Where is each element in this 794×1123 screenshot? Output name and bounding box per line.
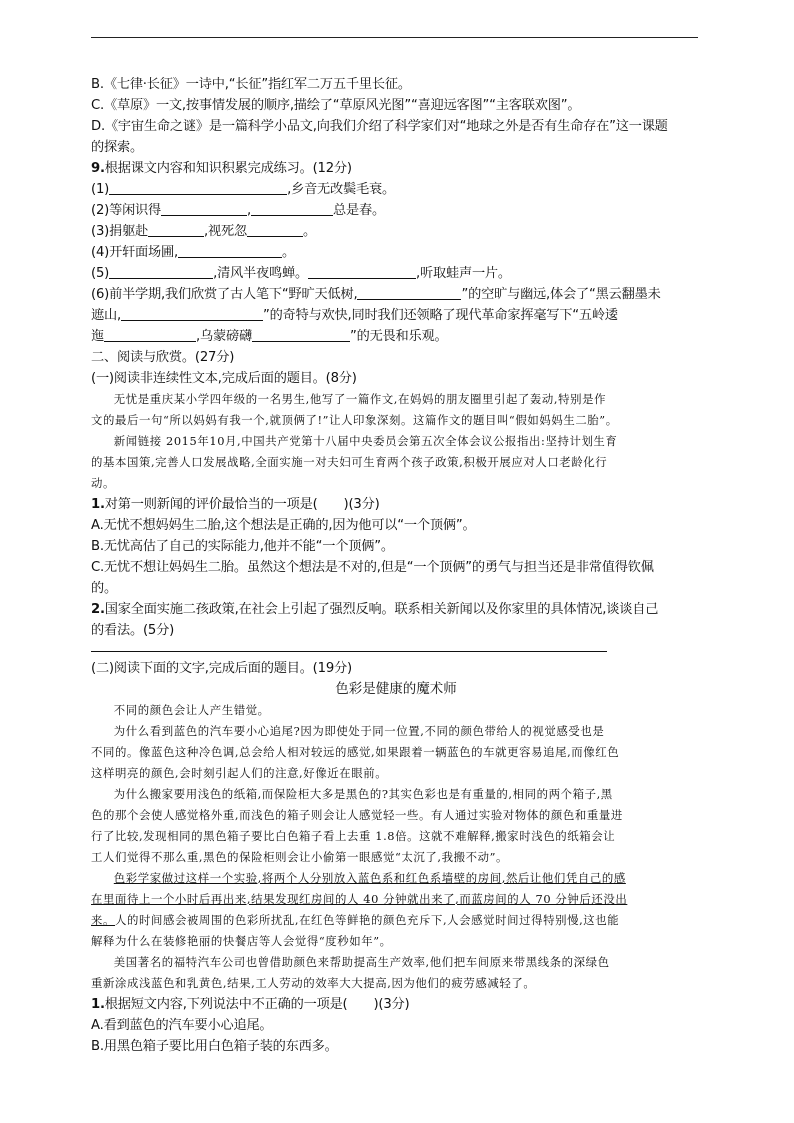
- fill-1: [91, 179, 701, 200]
- q9-text: 根据课文内容和知识积累完成练习。(12分): [104, 161, 352, 176]
- q8-option-d-cont: 的探索。: [91, 140, 143, 155]
- part1-q2-heading: [91, 599, 701, 620]
- part1-q2-text: 国家全面实施二孩政策,在社会上引起了强烈反响。联系相关新闻以及你家里的具体情况,谈谈自己: [104, 602, 659, 617]
- fill-4-blank[interactable]: [178, 244, 282, 258]
- fill-3-prefix: (3)捐躯赴: [91, 224, 149, 239]
- article-para-3-line-3: 行了比较,发现相同的黑色箱子要比白色箱子看上去重 1.8倍。这就不难解释,搬家时浅色的纸箱会让: [91, 829, 616, 843]
- fill-6-text-c: ”的奇特与欢快,同时我们还领略了现代革命家挥毫写下“五岭逶: [262, 308, 618, 323]
- article-para-2-line-2: 不同的。像蓝色这种冷色调,总会给人相对较远的感觉,如果跟着一辆蓝色的车就更容易追尾,而像红色: [91, 745, 620, 759]
- article-para-3-line-2: 色的那个会使人感觉格外重,而浅色的箱子则会让人感觉轻一些。有人通过实验对物体的颜色和重量进: [91, 808, 623, 822]
- article-para-4-line-1: 色彩学家做过这样一个实验,将两个人分别放入蓝色系和红色系墙壁的房间,然后让他们凭自己的感: [113, 871, 626, 885]
- fill-3-suffix: 。: [303, 224, 317, 239]
- article-para-2-line-1: 为什么看到蓝色的汽车要小心追尾?因为即使处于同一位置,不同的颜色带给人的视觉感受也是: [113, 724, 605, 738]
- fill-5-mid: ,清风半夜鸣蝉。: [213, 266, 308, 281]
- underlined-fragment: 来。: [91, 913, 115, 927]
- fill-4-suffix: 。: [282, 245, 296, 260]
- part2-q1-number: 1.: [91, 997, 105, 1012]
- fill-5: [91, 263, 701, 284]
- fill-5-prefix: (5): [91, 266, 110, 281]
- q8-option-b: B.《七律·长征》一诗中,“长征”指红军二万五千里长征。: [91, 77, 411, 92]
- fill-1-prefix: (1): [91, 182, 110, 197]
- fill-2-blank-a[interactable]: [161, 202, 247, 216]
- part1-q1-option-c: C.无忧不想让妈妈生二胎。虽然这个想法是不对的,但是“一个顶俩”的勇气与担当还是非常值得钦佩: [91, 560, 654, 575]
- article-para-5-line-2: 重新涂成浅蓝色和乳黄色,结果,工人劳动的效率大大提高,因为他们的疲劳感减轻了。: [91, 976, 536, 990]
- article-para-3-line-1: 为什么搬家要用浅色的纸箱,而保险柜大多是黑色的?其实色彩也是有重量的,相同的两个箱子,黑: [113, 787, 613, 801]
- fill-6-blank-c[interactable]: [104, 328, 196, 342]
- fill-2: [91, 200, 701, 221]
- part1-q1-text: 对第一则新闻的评价最恰当的一项是( )(3分): [104, 497, 380, 512]
- part-1-heading: (一)阅读非连续性文本,完成后面的题目。(8分): [91, 371, 357, 386]
- fill-1-blank[interactable]: [109, 181, 287, 195]
- news-link-2: 的基本国策,完善人口发展战略,全面实施一对夫妇可生育两个孩子政策,积极开展应对人口老龄化行: [91, 455, 608, 469]
- news-link-1: 新闻链接 2015年10月,中国共产党第十八届中央委员会第五次全体会议公报指出:坚持计划生育: [113, 434, 618, 448]
- article-para-5-line-1: 美国著名的福特汽车公司也曾借助颜色来帮助提高生产效率,他们把车间原来带黑线条的深绿色: [113, 955, 610, 969]
- answer-line[interactable]: [91, 641, 607, 652]
- article-para-2-line-3: 这样明亮的颜色,会时刻引起人们的注意,好像近在眼前。: [91, 766, 388, 780]
- fill-2-mid: ,: [247, 203, 252, 218]
- q9-heading: [91, 158, 701, 179]
- part2-q1-heading: [91, 994, 701, 1015]
- part1-q2-text-cont: 的看法。(5分): [91, 623, 175, 638]
- fill-4-prefix: (4)开轩面场圃,: [91, 245, 179, 260]
- section-2-heading: 二、阅读与欣赏。(27分): [91, 350, 235, 365]
- fill-4: [91, 242, 701, 263]
- news-text-1: 无忧是重庆某小学四年级的一名男生,他写了一篇作文,在妈妈的朋友圈里引起了轰动,特别是作: [113, 392, 607, 406]
- fill-6-text-f: ”的无畏和乐观。: [349, 329, 448, 344]
- news-text-2: 文的最后一句“所以妈妈有我一个,就顶俩了!”让人印象深刻。这篇作文的题目叫“假如妈妈生二胎”。: [91, 413, 618, 427]
- article-para-4-line-3: [91, 910, 701, 931]
- fill-2-blank-b[interactable]: [251, 202, 333, 216]
- part1-q1-option-b: B.无忧高估了自己的实际能力,他并不能“一个顶俩”。: [91, 539, 394, 554]
- part1-q1-heading: [91, 494, 701, 515]
- part-2-heading: (二)阅读下面的文字,完成后面的题目。(19分): [91, 661, 352, 676]
- fill-6-blank-b[interactable]: [121, 307, 263, 321]
- fill-6-line-3: [91, 326, 701, 347]
- fill-1-suffix: ,乡音无改鬓毛衰。: [287, 182, 395, 197]
- news-link-3: 动。: [91, 476, 115, 490]
- article-para-1: 不同的颜色会让人产生错觉。: [113, 703, 270, 717]
- fill-6-line-1: [91, 284, 701, 305]
- part2-q1-text: 根据短文内容,下列说法中不正确的一项是( )(3分): [104, 997, 410, 1012]
- article-para-3-line-4: 工人们觉得不那么重,黑色的保险柜则会让小偷第一眼感觉“太沉了,我搬不动”。: [91, 850, 508, 864]
- fill-6-blank-a[interactable]: [357, 286, 461, 300]
- q8-option-c: C.《草原》一文,按事情发展的顺序,描绘了“草原风光图”“喜迎远客图”“主客联欢图”。: [91, 98, 581, 113]
- fill-6-prefix: (6)前半学期,我们欣赏了古人笔下“野旷天低树,: [91, 287, 358, 302]
- part1-q1-number: 1.: [91, 497, 105, 512]
- fill-3-mid: ,视死忽: [204, 224, 248, 239]
- part2-q1-option-a: A.看到蓝色的汽车要小心追尾。: [91, 1018, 273, 1033]
- fill-6-text-d: 迤: [91, 329, 104, 344]
- fill-3: [91, 221, 701, 242]
- worksheet-page: [91, 74, 701, 1057]
- header-rule: [91, 37, 698, 38]
- fill-5-blank-a[interactable]: [109, 265, 213, 279]
- fill-2-suffix: 总是春。: [333, 203, 385, 218]
- article-title: 色彩是健康的魔术师: [335, 681, 457, 697]
- fill-5-blank-b[interactable]: [308, 265, 416, 279]
- part1-q2-number: 2.: [91, 602, 105, 617]
- article-para-4-line-2: 在里面待上一个小时后再出来,结果发现红房间的人 40 分钟就出来了,而蓝房间的人 70 分钟后还没出: [91, 892, 628, 906]
- part1-q1-option-c-cont: 的。: [91, 581, 117, 596]
- fill-2-prefix: (2)等闲识得: [91, 203, 162, 218]
- fill-6-text-b: 遮山,: [91, 308, 121, 323]
- article-para-4-rest: 人的时间感会被周围的色彩所扰乱,在红色等鲜艳的颜色充斥下,人会感觉时间过得特别慢,这也能: [114, 913, 620, 927]
- q9-number: 9.: [91, 161, 105, 176]
- fill-6-blank-d[interactable]: [252, 328, 350, 342]
- fill-6-line-2: [91, 305, 701, 326]
- part2-q1-option-b: B.用黑色箱子要比用白色箱子装的东西多。: [91, 1039, 338, 1054]
- part1-q1-option-a: A.无忧不想妈妈生二胎,这个想法是正确的,因为他可以“一个顶俩”。: [91, 518, 476, 533]
- fill-3-blank-b[interactable]: [247, 223, 303, 237]
- fill-6-text-a: ”的空旷与幽远,体会了“黑云翻墨未: [461, 287, 661, 302]
- fill-6-text-e: ,乌蒙磅礴: [196, 329, 252, 344]
- fill-3-blank-a[interactable]: [148, 223, 204, 237]
- q8-option-d: D.《宇宙生命之谜》是一篇科学小品文,向我们介绍了科学家们对“地球之外是否有生命存在”这一课题: [91, 119, 668, 134]
- article-para-4-line-4: 解释为什么在装修艳丽的快餐店等人会觉得“度秒如年”。: [91, 934, 392, 948]
- fill-5-suffix: ,听取蛙声一片。: [416, 266, 511, 281]
